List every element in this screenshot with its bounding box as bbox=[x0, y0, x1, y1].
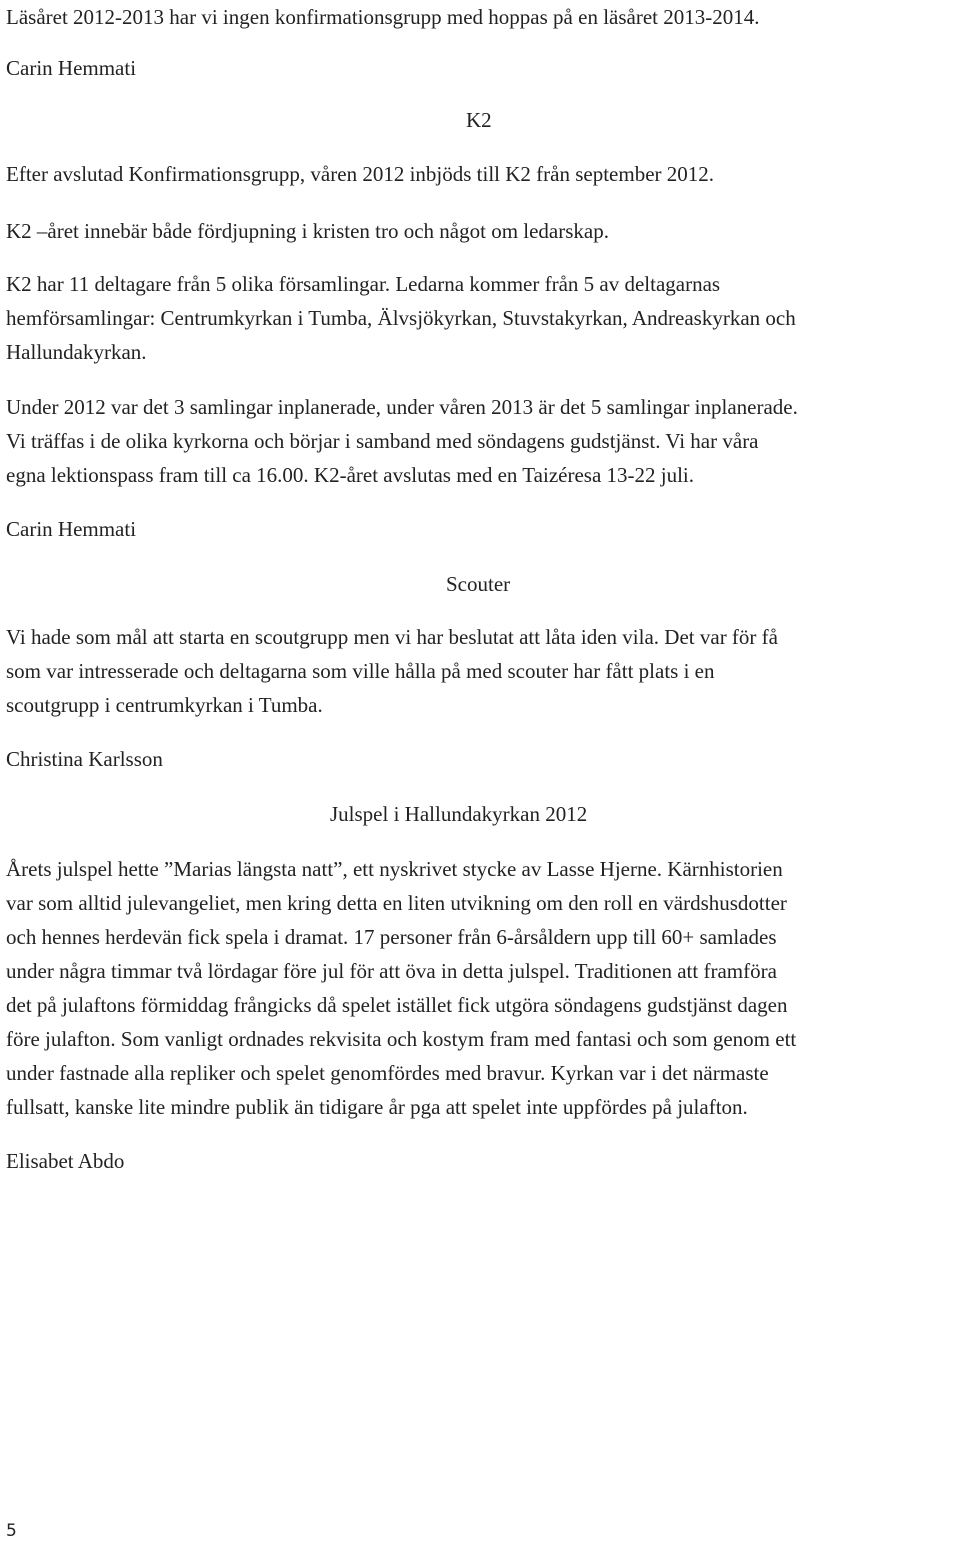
scouter-paragraph-line: Vi hade som mål att starta en scoutgrupp men vi har beslutat att låta iden vila. Det var för få bbox=[6, 625, 778, 649]
k2-paragraph-4-line: egna lektionspass fram till ca 16.00. K2-året avslutas med en Taizéresa 13-22 juli. bbox=[6, 463, 695, 487]
k2-paragraph-3-line: hemförsamlingar: Centrumkyrkan i Tumba, Älvsjökyrkan, Stuvstakyrkan, Andreaskyrkan och bbox=[6, 306, 796, 330]
k2-heading: K2 bbox=[466, 108, 492, 132]
k2-signature: Carin Hemmati bbox=[6, 517, 137, 541]
intro-signature: Carin Hemmati bbox=[6, 56, 137, 80]
scouter-paragraph-line: scoutgrupp i centrumkyrkan i Tumba. bbox=[6, 693, 323, 717]
k2-paragraph-2: K2 –året innebär både fördjupning i kristen tro och något om ledarskap. bbox=[6, 219, 609, 243]
k2-paragraph-3-line: K2 har 11 deltagare från 5 olika församlingar. Ledarna kommer från 5 av deltagarnas bbox=[6, 272, 721, 296]
k2-paragraph-4-line: Vi träffas i de olika kyrkorna och börjar i samband med söndagens gudstjänst. Vi har våra bbox=[6, 429, 759, 453]
julspel-paragraph-line: fullsatt, kanske lite mindre publik än tidigare år pga att spelet inte uppfördes på julafton. bbox=[6, 1095, 748, 1119]
k2-paragraph-1: Efter avslutad Konfirmationsgrupp, våren 2012 inbjöds till K2 från september 2012. bbox=[6, 162, 715, 186]
julspel-paragraph-line: före julafton. Som vanligt ordnades rekvisita och kostym fram med fantasi och som genom ett bbox=[6, 1027, 797, 1051]
scouter-signature: Christina Karlsson bbox=[6, 747, 163, 771]
julspel-paragraph-line: Årets julspel hette ”Marias längsta natt”, ett nyskrivet stycke av Lasse Hjerne. Kärnhistorien bbox=[6, 857, 783, 881]
julspel-paragraph-line: det på julaftons förmiddag frångicks då spelet istället fick utgöra söndagens gudstjänst dagen bbox=[6, 993, 788, 1017]
julspel-paragraph-line: och hennes herdevän fick spela i dramat. 17 personer från 6-årsåldern upp till 60+ samlades bbox=[6, 925, 777, 949]
page-number: 5 bbox=[6, 1521, 17, 1541]
scouter-heading: Scouter bbox=[446, 572, 511, 596]
julspel-paragraph-line: var som alltid julevangeliet, men kring detta en liten utvikning om den roll en värdshusdotter bbox=[6, 891, 787, 915]
julspel-signature: Elisabet Abdo bbox=[6, 1149, 125, 1173]
julspel-paragraph-line: under fastnade alla repliker och spelet genomfördes med bravur. Kyrkan var i det närmaste bbox=[6, 1061, 769, 1085]
k2-paragraph-3-line: Hallundakyrkan. bbox=[6, 340, 147, 364]
k2-paragraph-4-line: Under 2012 var det 3 samlingar inplanerade, under våren 2013 är det 5 samlingar inplanerade. bbox=[6, 395, 798, 419]
julspel-paragraph-line: under några timmar två lördagar före jul för att öva in detta julspel. Traditionen att framföra bbox=[6, 959, 777, 983]
julspel-heading: Julspel i Hallundakyrkan 2012 bbox=[330, 802, 588, 826]
scouter-paragraph-line: som var intresserade och deltagarna som ville hålla på med scouter har fått plats i en bbox=[6, 659, 715, 683]
intro-line: Läsåret 2012-2013 har vi ingen konfirmationsgrupp med hoppas på en läsåret 2013-2014. bbox=[6, 5, 760, 29]
